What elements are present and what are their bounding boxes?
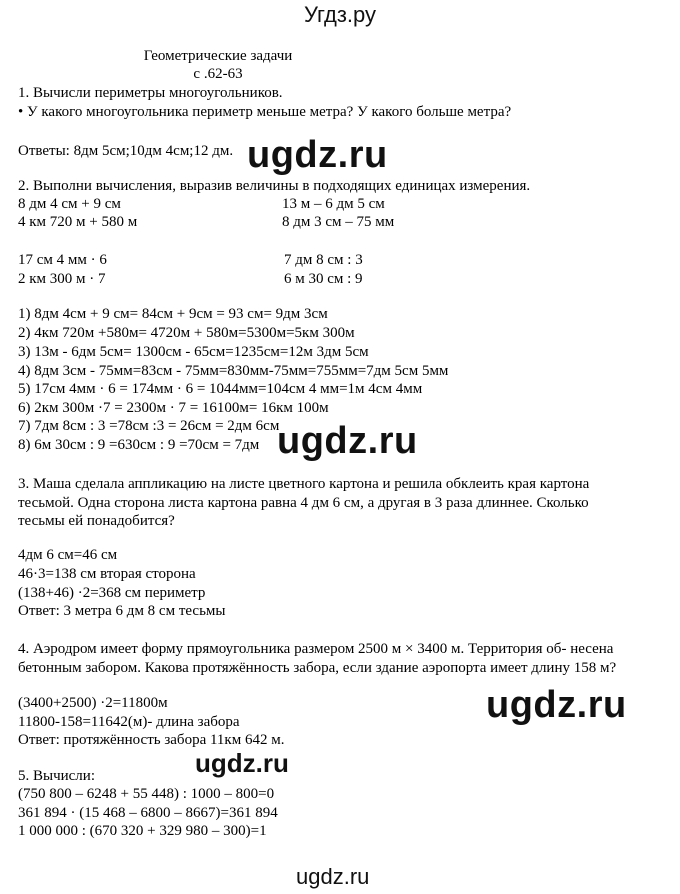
watermark: ugdz.ru xyxy=(277,420,418,462)
task4-solution: Ответ: протяжённость забора 11км 642 м. xyxy=(18,732,285,748)
task2-example-left: 4 км 720 м + 580 м xyxy=(18,214,138,230)
task2-solution: 5) 17см 4мм · 6 = 174мм · 6 = 1044мм=104см 4 мм=1м 4см 4мм xyxy=(18,381,423,397)
task1-answer: Ответы: 8дм 5см;10дм 4см;12 дм. xyxy=(18,143,234,159)
watermark: ugdz.ru xyxy=(486,684,627,726)
task3-solution: Ответ: 3 метра 6 дм 8 см тесьмы xyxy=(18,603,226,619)
task2-solution: 8) 6м 30см : 9 =630см : 9 =70см = 7дм xyxy=(18,437,260,453)
task1-question: 1. Вычисли периметры многоугольников. xyxy=(18,85,283,101)
task2-example-left: 8 дм 4 см + 9 см xyxy=(18,196,121,212)
watermark: ugdz.ru xyxy=(247,134,388,176)
task5-line: (750 800 – 6248 + 55 448) : 1000 – 800=0 xyxy=(18,786,275,802)
task2-solution: 6) 2км 300м ·7 = 2300м · 7 = 16100м= 16км 100м xyxy=(18,400,329,416)
task2-question: 2. Выполни вычисления, выразив величины в подходящих единицах измерения. xyxy=(18,178,531,194)
task3-question: 3. Маша сделала аппликацию на листе цветного картона и решила обклеить края картона xyxy=(18,476,590,492)
watermark: ugdz.ru xyxy=(195,748,289,778)
task5-question: 5. Вычисли: xyxy=(18,768,95,784)
task2-example-right: 13 м – 6 дм 5 см xyxy=(282,196,385,212)
site-header: Угдз.ру xyxy=(303,2,377,27)
task2-example-right: 8 дм 3 см – 75 мм xyxy=(282,214,395,230)
task2-solution: 7) 7дм 8см : 3 =78см :3 = 26см = 2дм 6см xyxy=(18,418,280,434)
task4-question: бетонным забором. Какова протяжённость забора, если здание аэропорта имеет длину 158 м? xyxy=(18,660,617,676)
task5-line: 361 894 · (15 468 – 6800 – 8667)=361 894 xyxy=(18,805,278,821)
task2-solution: 3) 13м - 6дм 5см= 1300см - 65см=1235см=12м 3дм 5см xyxy=(18,344,369,360)
task3-solution: 46·3=138 см вторая сторона xyxy=(18,566,196,582)
task3-question: тесьмой. Одна сторона листа картона равна 4 дм 6 см, а другая в 3 раза длиннее. Сколько xyxy=(18,495,589,511)
task4-solution: (3400+2500) ·2=11800м xyxy=(18,695,168,711)
footer-watermark: ugdz.ru xyxy=(296,864,370,889)
task2-example-right: 7 дм 8 см : 3 xyxy=(284,252,363,268)
task2-solution: 4) 8дм 3см - 75мм=83см - 75мм=830мм-75мм=755мм=7дм 5см 5мм xyxy=(18,363,449,379)
task3-question: тесьмы ей понадобится? xyxy=(18,513,175,529)
task3-solution: (138+46) ·2=368 см периметр xyxy=(18,585,206,601)
task1-subquestion: • У какого многоугольника периметр меньше метра? У какого больше метра? xyxy=(18,104,512,120)
task4-solution: 11800-158=11642(м)- длина забора xyxy=(18,714,240,730)
task5-line: 1 000 000 : (670 320 + 329 980 – 300)=1 xyxy=(18,823,267,839)
task4-question: 4. Аэродром имеет форму прямоугольника размером 2500 м × 3400 м. Территория об- несена xyxy=(18,641,614,657)
task2-example-left: 17 см 4 мм · 6 xyxy=(18,252,107,268)
task2-solution: 1) 8дм 4см + 9 см= 84см + 9см = 93 см= 9дм 3см xyxy=(18,306,328,322)
task2-example-left: 2 км 300 м · 7 xyxy=(18,271,106,287)
task3-solution: 4дм 6 см=46 см xyxy=(18,547,118,563)
page-numbers: с .62-63 xyxy=(193,66,243,82)
task2-solution: 2) 4км 720м +580м= 4720м + 580м=5300м=5км 300м xyxy=(18,325,355,341)
task2-example-right: 6 м 30 см : 9 xyxy=(284,271,363,287)
page-title: Геометрические задачи xyxy=(143,48,293,64)
